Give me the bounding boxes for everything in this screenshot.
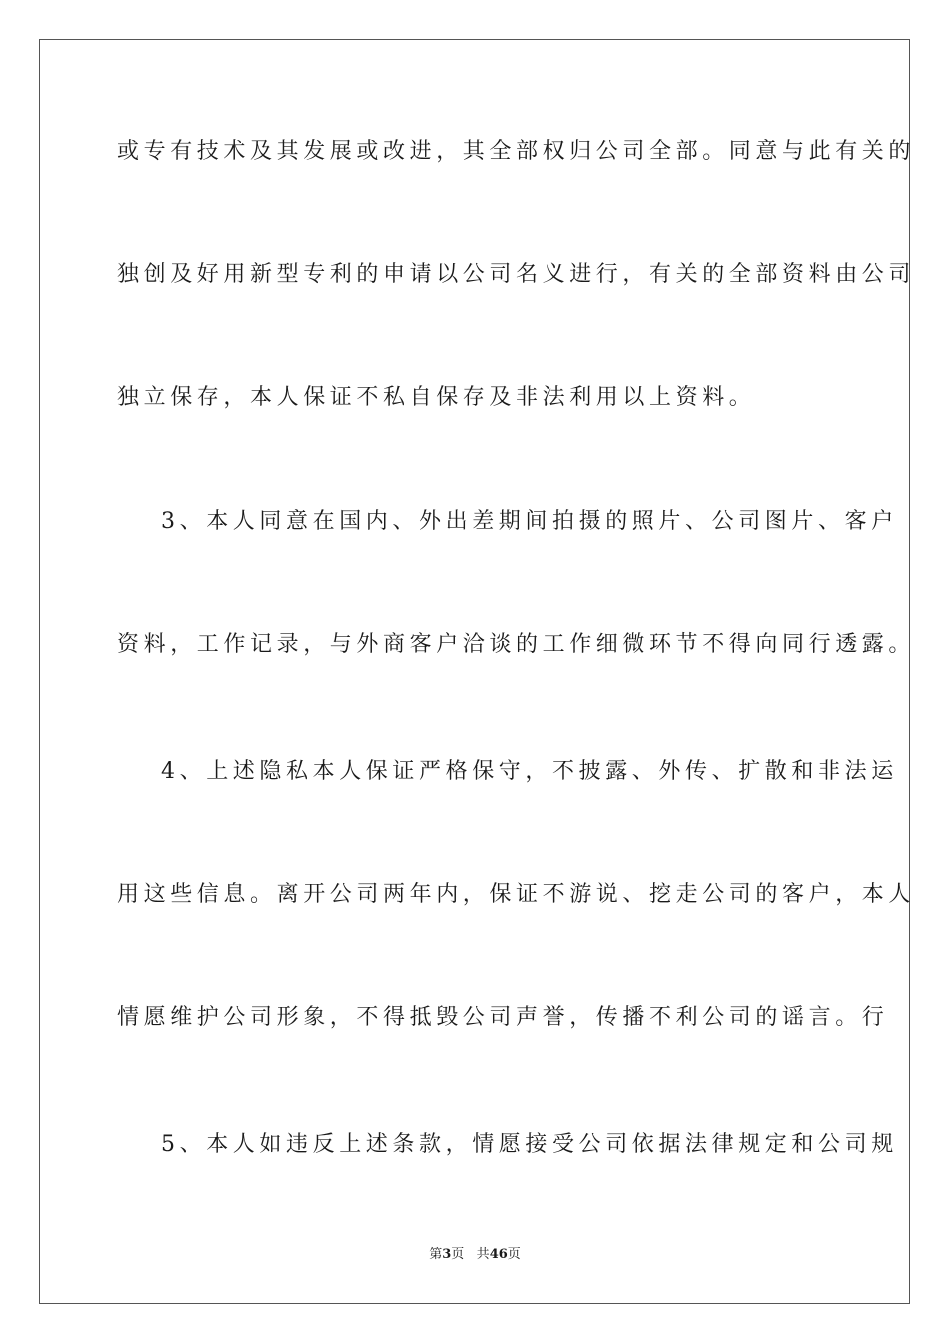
- text-line: 独创及好用新型专利的申请以公司名义进行，有关的全部资料由公司: [117, 262, 916, 287]
- text-line: 资料，工作记录，与外商客户洽谈的工作细微环节不得向同行透露。: [117, 632, 916, 657]
- total-prefix: 共: [476, 1247, 490, 1262]
- page-border: [39, 39, 916, 1304]
- total-suffix: 页: [507, 1247, 521, 1262]
- text-line: 情愿维护公司形象，不得抵毁公司声誉，传播不利公司的谣言。行: [117, 1005, 889, 1030]
- paragraph-4-first-line: 4、上述隐私本人保证严格保守，不披露、外传、扩散和非法运: [161, 759, 898, 784]
- page-suffix: 页: [451, 1247, 465, 1262]
- text-line: 或专有技术及其发展或改进，其全部权归公司全部。同意与此有关的: [117, 139, 916, 164]
- text-line: 用这些信息。离开公司两年内，保证不游说、挖走公司的客户，本人: [117, 882, 916, 907]
- paragraph-5-first-line: 5、本人如违反上述条款，情愿接受公司依据法律规定和公司规: [161, 1132, 898, 1157]
- page-footer: [0, 1246, 950, 1264]
- total-pages: 46: [489, 1247, 508, 1262]
- text-line: 独立保存，本人保证不私自保存及非法利用以上资料。: [117, 385, 756, 410]
- paragraph-3-first-line: 3、本人同意在国内、外出差期间拍摄的照片、公司图片、客户: [161, 509, 898, 534]
- page-number: 3: [442, 1247, 452, 1262]
- page-prefix: 第: [429, 1247, 443, 1262]
